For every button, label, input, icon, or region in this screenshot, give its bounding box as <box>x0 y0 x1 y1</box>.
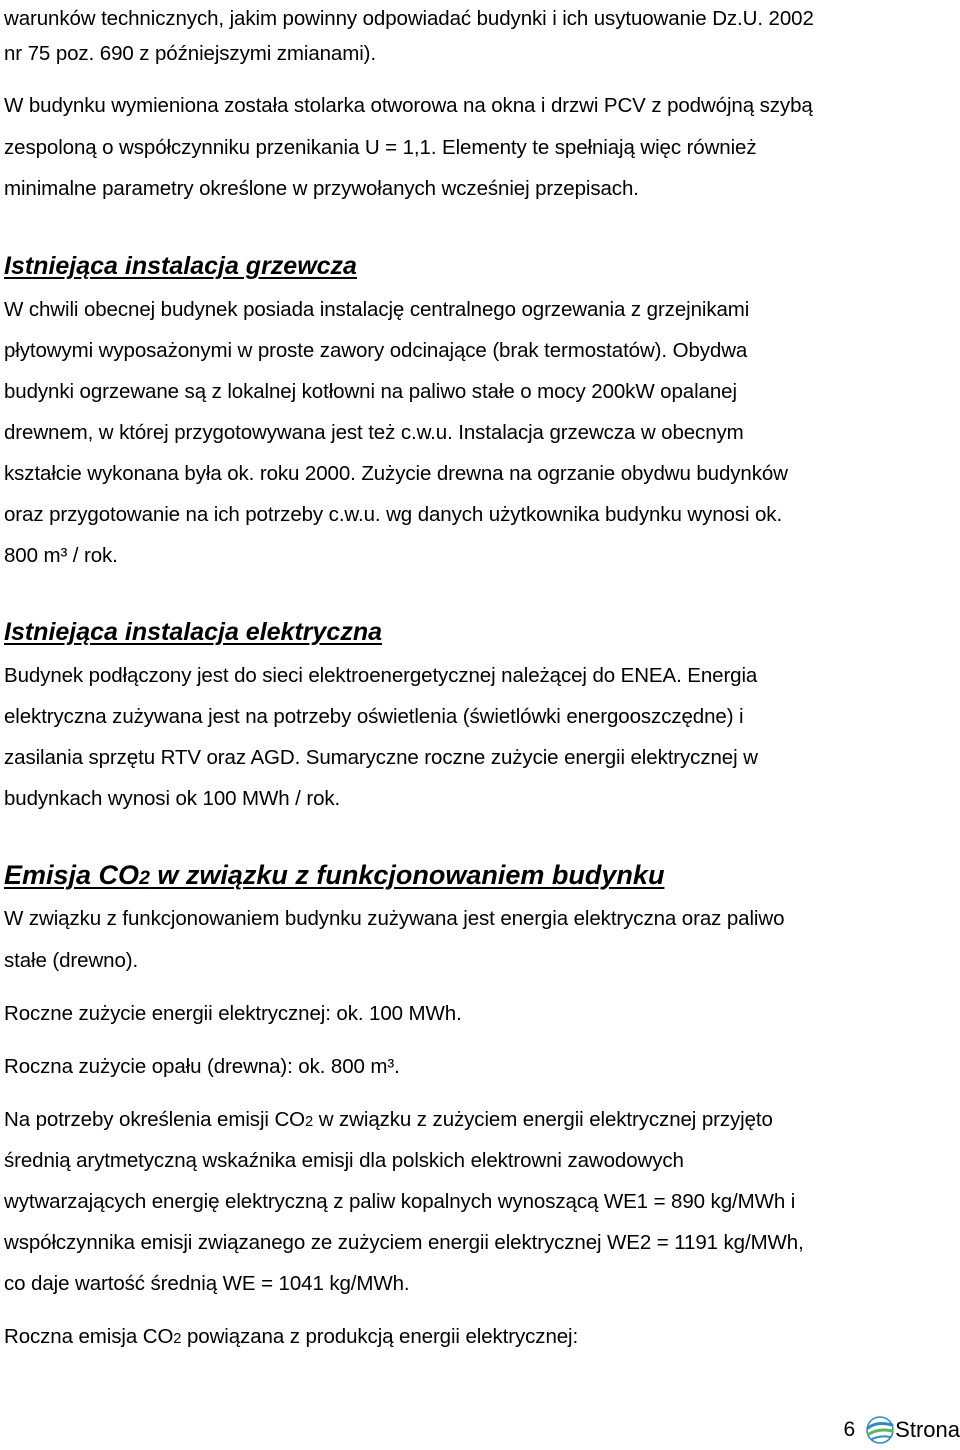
heating-heading: Istniejąca instalacja grzewcza <box>4 252 357 280</box>
electric-line: budynkach wynosi ok 100 MWh / rok. <box>4 787 341 810</box>
heating-line: kształcie wykonana była ok. roku 2000. Zużycie drewna na ogrzanie obydwu budynków <box>4 462 788 485</box>
electric-line: elektryczna zużywana jest na potrzeby oświetlenia (świetlówki energooszczędne) i <box>4 705 744 728</box>
calc-line-sub: 2 <box>305 1114 314 1130</box>
emission-line: stałe (drewno). <box>4 949 139 972</box>
windows-line: zespoloną o współczynniku przenikania U = 1,1. Elementy te spełniają więc również <box>4 136 757 159</box>
fuel-use: Roczna zużycie opału (drewna): ok. 800 m³. <box>4 1055 400 1078</box>
electric-use: Roczne zużycie energii elektrycznej: ok. 100 MWh. <box>4 1002 462 1025</box>
annual-post: powiązana z produkcją energii elektrycznej: <box>181 1325 579 1348</box>
heating-line: 800 m³ / rok. <box>4 544 118 567</box>
calc-line: co daje wartość średnią WE = 1041 kg/MWh. <box>4 1272 410 1295</box>
emission-heading <box>4 860 664 891</box>
heating-line: płytowymi wyposażonymi w proste zawory odcinające (brak termostatów). Obydwa <box>4 339 748 362</box>
electric-heading: Istniejąca instalacja elektryczna <box>4 618 382 646</box>
emission-heading-sub: 2 <box>139 867 150 889</box>
electric-line: zasilania sprzętu RTV oraz AGD. Sumaryczne roczne zużycie energii elektrycznej w <box>4 746 758 769</box>
globe-swirl-icon <box>865 1415 895 1445</box>
heating-line: drewnem, w której przygotowywana jest też c.w.u. Instalacja grzewcza w obecnym <box>4 421 744 444</box>
calc-line-post: w związku z zużyciem energii elektrycznej przyjęto <box>313 1108 773 1131</box>
page-label: Strona <box>895 1417 960 1442</box>
page-footer <box>843 1410 960 1450</box>
heating-line: W chwili obecnej budynek posiada instalację centralnego ogrzewania z grzejnikami <box>4 298 750 321</box>
annual-pre: Roczna emisja CO <box>4 1325 174 1348</box>
page-number: 6 <box>843 1418 856 1441</box>
emission-line: W związku z funkcjonowaniem budynku zużywana jest energia elektryczna oraz paliwo <box>4 907 785 930</box>
calc-line: wytwarzających energię elektryczną z paliw kopalnych wynoszącą WE1 = 890 kg/MWh i <box>4 1190 796 1213</box>
annual-sub: 2 <box>173 1331 182 1347</box>
emission-heading-post: w związku z funkcjonowaniem budynku <box>149 860 665 890</box>
intro-line: nr 75 poz. 690 z późniejszymi zmianami). <box>4 42 376 65</box>
windows-line: W budynku wymieniona została stolarka otworowa na okna i drzwi PCV z podwójną szybą <box>4 94 813 117</box>
calc-line: współczynnika emisji związanego ze zużyciem energii elektrycznej WE2 = 1191 kg/MWh, <box>4 1231 804 1254</box>
heating-line: budynki ogrzewane są z lokalnej kotłowni na paliwo stałe o mocy 200kW opalanej <box>4 380 737 403</box>
emission-heading-pre: Emisja CO <box>4 860 140 890</box>
heating-line: oraz przygotowanie na ich potrzeby c.w.u. wg danych użytkownika budynku wynosi ok. <box>4 503 783 526</box>
intro-line: warunków technicznych, jakim powinny odpowiadać budynki i ich usytuowanie Dz.U. 2002 <box>4 7 814 30</box>
calc-line <box>4 1099 773 1143</box>
calc-line: średnią arytmetyczną wskaźnika emisji dla polskich elektrowni zawodowych <box>4 1149 684 1172</box>
calc-line-pre: Na potrzeby określenia emisji CO <box>4 1108 305 1131</box>
electric-line: Budynek podłączony jest do sieci elektroenergetycznej należącej do ENEA. Energia <box>4 664 758 687</box>
windows-line: minimalne parametry określone w przywołanych wcześniej przepisach. <box>4 177 639 200</box>
annual-emission-line <box>4 1316 578 1360</box>
